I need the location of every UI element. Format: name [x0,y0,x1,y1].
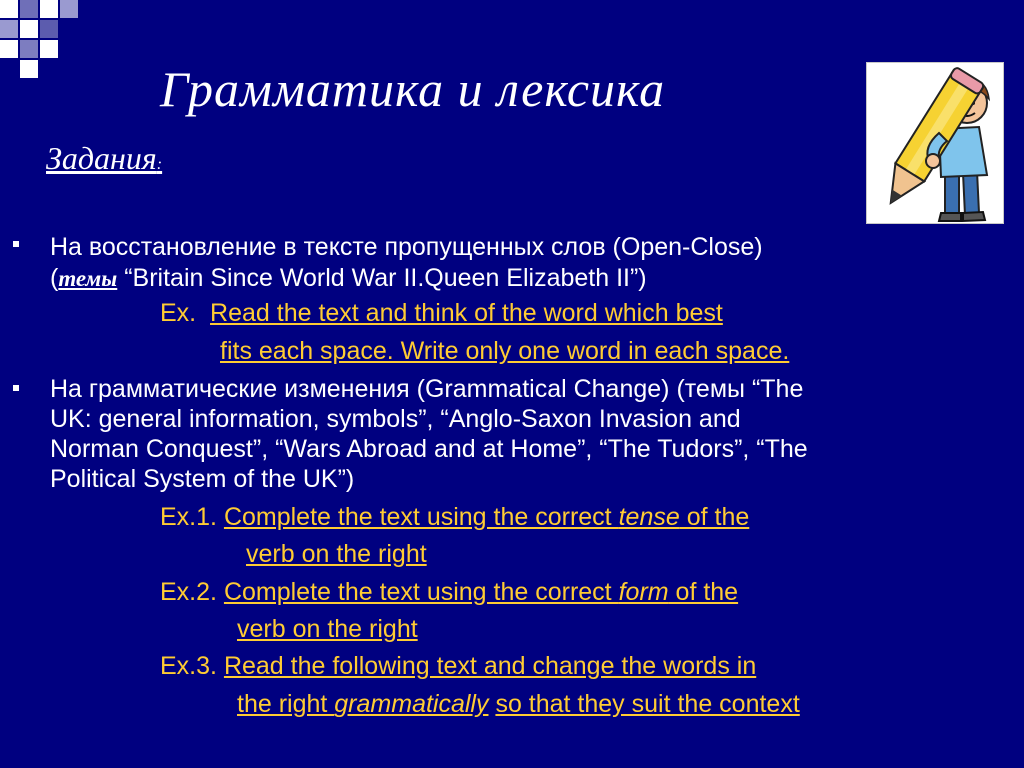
bullet1-line2 [50,263,647,294]
exercise-text: fits each space. Write only one word in each space. [220,337,790,365]
deco-square [20,40,38,58]
deco-square [20,0,38,18]
exercise-1-text-b: of the [679,503,750,531]
exercise-1-text-c: verb on the right [246,540,427,568]
exercise-3-text: Read the following text and change the words in [223,652,757,680]
exercise-1-text-a: Complete the text using the correct [223,503,619,531]
exercise-3-italic: grammatically [334,690,489,718]
exercise-3-line-continued [237,689,800,720]
open-paren: ( [50,264,59,292]
bullet-marker [13,385,19,391]
exercise-2-italic: form [618,578,669,606]
pencil-boy-icon [867,63,1003,223]
exercise-1-line [160,502,749,533]
bullet1-line1: На восстановление в тексте пропущенных слов (Open-Close) [50,233,763,261]
exercise-2-text-b: of the [668,578,739,606]
deco-square [0,0,18,18]
exercise-2-text-c: verb on the right [237,615,418,643]
deco-square [40,40,58,58]
bullet-marker [13,241,19,247]
exercise-3-label: Ex.3. [160,652,217,680]
deco-square [0,40,18,58]
slide-subtitle [46,140,162,177]
exercise-2-label: Ex.2. [160,578,217,606]
deco-square [0,20,18,38]
exercise-line-continued [220,336,789,367]
deco-square [40,0,58,18]
subtitle-colon: : [156,156,163,173]
deco-square [60,0,78,18]
exercise-3-line [160,651,756,682]
exercise-2-text-a: Complete the text using the correct [223,578,619,606]
bullet2-line1: На грамматические изменения (Grammatical Change) (темы “The [50,375,804,403]
exercise-2-line-continued [237,614,418,645]
deco-square [20,60,38,78]
exercise-line [160,298,723,329]
exercise-2-line [160,577,738,608]
bullet2-line4: Political System of the UK”) [50,465,355,493]
deco-square [40,20,58,38]
exercise-1-label: Ex.1. [160,503,217,531]
deco-square [20,20,38,38]
exercise-1-line-continued [246,539,427,570]
exercise-3-text-b: so that they suit the context [495,690,800,718]
subtitle-text: Задания [46,140,157,176]
bullet2-line2: UK: general information, symbols”, “Anglo-Saxon Invasion and [50,405,741,433]
topic-word: темы [58,266,118,291]
exercise-text: Read the text and think of the word which best [210,299,723,327]
exercise-3-text-a: the right [237,690,335,718]
exercise-label: Ex. [160,299,197,327]
boy-with-pencil-illustration [866,62,1004,224]
bullet2-line3: Norman Conquest”, “Wars Abroad and at Home”, “The Tudors”, “The [50,435,808,463]
exercise-1-italic: tense [618,503,680,531]
topic-title: “Britain Since World War II.Queen Elizabeth II”) [117,264,647,292]
slide-title: Грамматика и лексика [160,61,666,117]
